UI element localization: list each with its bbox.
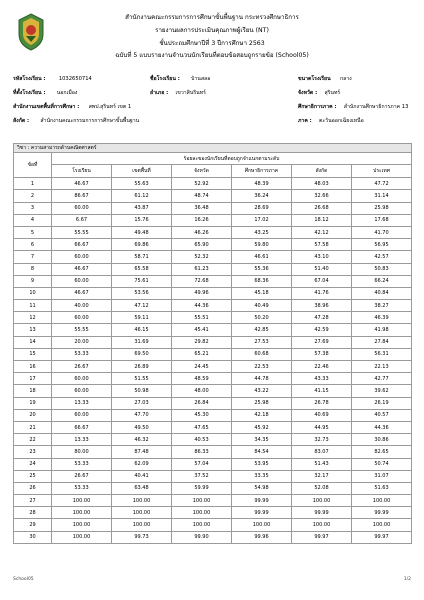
percent-cell: 75.61: [112, 275, 172, 287]
location-label: ที่ตั้งโรงเรียน :: [13, 90, 46, 96]
item-number-cell: 30: [14, 531, 52, 543]
percent-cell: 65.58: [112, 263, 172, 275]
percent-cell: 49.96: [172, 287, 232, 299]
percent-cell: 53.56: [112, 287, 172, 299]
school-name-row: [150, 76, 210, 83]
percent-cell: 46.26: [172, 226, 232, 238]
percent-cell: 56.95: [352, 239, 412, 251]
area-office-row: [13, 104, 131, 111]
percent-cell: 40.49: [232, 300, 292, 312]
percent-cell: 55.36: [232, 263, 292, 275]
percent-cell: 40.84: [352, 287, 412, 299]
percent-cell: 100.00: [52, 507, 112, 519]
percent-cell: 16.26: [172, 214, 232, 226]
affiliation-label: สังกัด :: [13, 118, 30, 124]
percent-cell: 99.97: [352, 531, 412, 543]
percent-cell: 43.87: [112, 202, 172, 214]
region-office-label: ศึกษาธิการภาค :: [298, 104, 337, 110]
percent-cell: 100.00: [112, 495, 172, 507]
footer-report-code: School05: [13, 577, 34, 582]
table-row: [14, 324, 412, 336]
percent-cell: 48.03: [292, 178, 352, 190]
percent-cell: 55.63: [112, 178, 172, 190]
percent-cell: 56.31: [352, 348, 412, 360]
table-row: [14, 470, 412, 482]
percent-cell: 55.55: [52, 226, 112, 238]
table-row: [14, 507, 412, 519]
percent-cell: 32.17: [292, 470, 352, 482]
column-header: เขตพื้นที่: [112, 165, 172, 178]
percent-cell: 40.57: [352, 409, 412, 421]
percent-cell: 26.67: [52, 361, 112, 373]
report-subtitle: ฉบับที่ 5 แบบรายงานจำนวนนักเรียนที่ตอบข้อสอบถูกรายข้อ (School05): [115, 52, 309, 59]
footer-page-number: 1/2: [403, 577, 411, 582]
percent-cell: 54.98: [232, 482, 292, 494]
percent-cell: 26.78: [292, 397, 352, 409]
percent-cell: 63.48: [112, 482, 172, 494]
percent-cell: 53.33: [52, 348, 112, 360]
area-office-label: สำนักงานเขตพื้นที่การศึกษา :: [13, 104, 80, 110]
table-row: [14, 458, 412, 470]
percent-cell: 62.09: [112, 458, 172, 470]
percent-cell: 80.00: [52, 446, 112, 458]
table-row: [14, 446, 412, 458]
item-number-cell: 16: [14, 361, 52, 373]
percent-cell: 13.33: [52, 397, 112, 409]
percent-cell: 69.86: [112, 239, 172, 251]
percent-cell: 48.00: [172, 385, 232, 397]
percent-cell: 60.00: [52, 275, 112, 287]
percent-cell: 31.07: [352, 470, 412, 482]
percent-cell: 100.00: [292, 519, 352, 531]
item-number-cell: 5: [14, 226, 52, 238]
item-number-cell: 26: [14, 482, 52, 494]
percent-cell: 44.78: [232, 373, 292, 385]
percent-cell: 36.24: [232, 190, 292, 202]
percent-cell: 100.00: [112, 519, 172, 531]
item-number-cell: 9: [14, 275, 52, 287]
subject-label: วิชา : ความสามารถด้านคณิตศาสตร์: [14, 144, 412, 153]
region-label: ภาค :: [298, 118, 312, 124]
region-office-value: สำนักงานศึกษาธิการภาค 13: [343, 104, 409, 110]
table-row: [14, 361, 412, 373]
school-code-label: รหัสโรงเรียน :: [13, 76, 46, 82]
percent-cell: 44.36: [172, 300, 232, 312]
percent-cell: 50.74: [352, 458, 412, 470]
percent-cell: 87.48: [112, 446, 172, 458]
item-number-cell: 6: [14, 239, 52, 251]
school-name-label: ชื่อโรงเรียน :: [150, 76, 180, 82]
percent-cell: 50.20: [232, 312, 292, 324]
percent-cell: 50.83: [352, 263, 412, 275]
percent-cell: 55.51: [172, 312, 232, 324]
item-number-cell: 3: [14, 202, 52, 214]
percent-cell: 51.40: [292, 263, 352, 275]
affiliation-value: สำนักงานคณะกรรมการการศึกษาขั้นพื้นฐาน: [40, 118, 140, 124]
item-number-cell: 4: [14, 214, 52, 226]
percent-cell: 31.69: [112, 336, 172, 348]
item-number-cell: 20: [14, 409, 52, 421]
percent-cell: 13.33: [52, 434, 112, 446]
percent-cell: 53.33: [52, 458, 112, 470]
percent-cell: 27.53: [232, 336, 292, 348]
percent-cell: 42.85: [232, 324, 292, 336]
percent-cell: 41.98: [352, 324, 412, 336]
percent-cell: 58.71: [112, 251, 172, 263]
percent-cell: 52.08: [292, 482, 352, 494]
item-number-cell: 29: [14, 519, 52, 531]
table-row: [14, 519, 412, 531]
table-row: [14, 214, 412, 226]
percent-cell: 47.72: [352, 178, 412, 190]
item-number-cell: 22: [14, 434, 52, 446]
percent-cell: 86.67: [52, 190, 112, 202]
table-row: [14, 531, 412, 543]
percent-cell: 99.96: [232, 531, 292, 543]
percent-cell: 43.25: [232, 226, 292, 238]
percent-cell: 51.55: [112, 373, 172, 385]
table-row: [14, 397, 412, 409]
percent-cell: 26.89: [112, 361, 172, 373]
grade-year: ชั้นประถมศึกษาปีที่ 3 ปีการศึกษา 2563: [159, 40, 265, 47]
item-number-cell: 13: [14, 324, 52, 336]
percent-cell: 39.62: [352, 385, 412, 397]
percent-cell: 48.39: [232, 178, 292, 190]
percent-cell: 50.98: [112, 385, 172, 397]
percent-cell: 41.15: [292, 385, 352, 397]
percent-cell: 100.00: [172, 507, 232, 519]
table-row: [14, 263, 412, 275]
percent-cell: 48.74: [172, 190, 232, 202]
percent-cell: 66.67: [52, 239, 112, 251]
percent-cell: 27.69: [292, 336, 352, 348]
school-code-value: 1032650714: [58, 76, 92, 82]
percent-cell: 25.98: [232, 397, 292, 409]
percent-cell: 38.27: [352, 300, 412, 312]
percent-cell: 51.43: [292, 458, 352, 470]
percent-cell: 61.12: [112, 190, 172, 202]
region-office-row: [298, 104, 408, 111]
percent-cell: 99.90: [172, 531, 232, 543]
item-number-cell: 18: [14, 385, 52, 397]
percent-cell: 100.00: [52, 531, 112, 543]
column-header: ประเทศ: [352, 165, 412, 178]
percent-cell: 43.22: [232, 385, 292, 397]
district-label: อำเภอ :: [150, 90, 169, 96]
district-row: [150, 90, 206, 97]
percent-cell: 65.90: [172, 239, 232, 251]
column-header: จังหวัด: [172, 165, 232, 178]
percent-cell: 53.95: [232, 458, 292, 470]
percent-cell: 60.00: [52, 251, 112, 263]
table-row: [14, 312, 412, 324]
percent-cell: 29.82: [172, 336, 232, 348]
school-size-row: [298, 76, 352, 83]
table-row: [14, 202, 412, 214]
item-number-cell: 7: [14, 251, 52, 263]
percent-cell: 100.00: [52, 519, 112, 531]
percent-cell: 55.55: [52, 324, 112, 336]
percent-cell: 82.65: [352, 446, 412, 458]
percent-cell: 27.84: [352, 336, 412, 348]
percent-cell: 83.07: [292, 446, 352, 458]
percent-cell: 61.23: [172, 263, 232, 275]
table-row: [14, 348, 412, 360]
percent-cell: 100.00: [172, 519, 232, 531]
percent-cell: 52.92: [172, 178, 232, 190]
table-row: [14, 373, 412, 385]
table-row: [14, 482, 412, 494]
results-table: [13, 143, 412, 544]
percent-cell: 26.67: [52, 470, 112, 482]
region-row: [298, 118, 364, 125]
table-row: [14, 287, 412, 299]
org-title: สำนักงานคณะกรรมการการศึกษาขั้นพื้นฐาน กระทรวงศึกษาธิการ: [125, 14, 299, 21]
location-row: [13, 90, 77, 97]
percent-cell: 72.68: [172, 275, 232, 287]
percent-cell: 41.70: [352, 226, 412, 238]
column-header: โรงเรียน: [52, 165, 112, 178]
percent-cell: 46.67: [52, 287, 112, 299]
percent-cell: 30.86: [352, 434, 412, 446]
percent-cell: 46.32: [112, 434, 172, 446]
column-header: ศึกษาธิการภาค: [232, 165, 292, 178]
percent-cell: 26.19: [352, 397, 412, 409]
table-row: [14, 251, 412, 263]
percent-cell: 17.68: [352, 214, 412, 226]
percent-correct-group-header: ร้อยละของนักเรียนที่ตอบถูกจำแนกตามระดับ: [52, 153, 412, 165]
percent-cell: 22.53: [232, 361, 292, 373]
item-number-cell: 25: [14, 470, 52, 482]
percent-cell: 60.00: [52, 409, 112, 421]
percent-cell: 57.38: [292, 348, 352, 360]
percent-cell: 100.00: [172, 495, 232, 507]
percent-cell: 100.00: [292, 495, 352, 507]
area-office-value: สพป.สุรินทร์ เขต 1: [88, 104, 132, 110]
item-number-cell: 15: [14, 348, 52, 360]
percent-cell: 36.48: [172, 202, 232, 214]
percent-cell: 40.53: [172, 434, 232, 446]
item-number-cell: 27: [14, 495, 52, 507]
percent-cell: 59.80: [232, 239, 292, 251]
percent-cell: 47.65: [172, 421, 232, 433]
percent-cell: 40.41: [112, 470, 172, 482]
school-size-value: กลาง: [339, 76, 352, 82]
percent-cell: 67.04: [292, 275, 352, 287]
table-row: [14, 275, 412, 287]
item-number-cell: 21: [14, 421, 52, 433]
item-number-cell: 24: [14, 458, 52, 470]
percent-cell: 24.45: [172, 361, 232, 373]
percent-cell: 59.99: [172, 482, 232, 494]
table-row: [14, 495, 412, 507]
percent-cell: 47.28: [292, 312, 352, 324]
school-name-value: บ้านสลอ: [191, 76, 211, 82]
percent-cell: 51.63: [352, 482, 412, 494]
province-label: จังหวัด :: [298, 90, 318, 96]
district-value: เขวาสินรินทร์: [175, 90, 206, 96]
percent-cell: 57.04: [172, 458, 232, 470]
percent-cell: 46.15: [112, 324, 172, 336]
percent-cell: 99.97: [292, 531, 352, 543]
percent-cell: 25.98: [352, 202, 412, 214]
percent-cell: 26.84: [172, 397, 232, 409]
percent-cell: 84.54: [232, 446, 292, 458]
percent-cell: 47.70: [112, 409, 172, 421]
percent-cell: 66.24: [352, 275, 412, 287]
percent-cell: 38.96: [292, 300, 352, 312]
percent-cell: 40.69: [292, 409, 352, 421]
percent-cell: 100.00: [52, 495, 112, 507]
percent-cell: 20.00: [52, 336, 112, 348]
percent-cell: 6.67: [52, 214, 112, 226]
percent-cell: 22.46: [292, 361, 352, 373]
item-number-cell: 11: [14, 300, 52, 312]
location-value: นอกเมือง: [56, 90, 78, 96]
percent-cell: 66.67: [52, 421, 112, 433]
percent-cell: 34.35: [232, 434, 292, 446]
percent-cell: 47.12: [112, 300, 172, 312]
percent-cell: 45.92: [232, 421, 292, 433]
results-table-container: [13, 143, 411, 544]
percent-cell: 60.00: [52, 373, 112, 385]
item-number-cell: 12: [14, 312, 52, 324]
percent-cell: 41.76: [292, 287, 352, 299]
item-number-header: ข้อที่: [14, 153, 52, 178]
percent-cell: 65.21: [172, 348, 232, 360]
item-number-cell: 1: [14, 178, 52, 190]
item-number-cell: 19: [14, 397, 52, 409]
percent-cell: 68.36: [232, 275, 292, 287]
percent-cell: 26.68: [292, 202, 352, 214]
percent-cell: 99.99: [292, 507, 352, 519]
percent-cell: 45.30: [172, 409, 232, 421]
region-value: ตะวันออกเฉียงเหนือ: [319, 118, 364, 124]
percent-cell: 42.57: [352, 251, 412, 263]
item-number-cell: 10: [14, 287, 52, 299]
percent-cell: 37.52: [172, 470, 232, 482]
percent-cell: 46.67: [52, 263, 112, 275]
table-row: [14, 239, 412, 251]
item-number-cell: 8: [14, 263, 52, 275]
percent-cell: 99.99: [352, 507, 412, 519]
table-row: [14, 190, 412, 202]
percent-cell: 15.76: [112, 214, 172, 226]
percent-cell: 22.13: [352, 361, 412, 373]
percent-cell: 99.99: [232, 495, 292, 507]
table-row: [14, 385, 412, 397]
percent-cell: 42.77: [352, 373, 412, 385]
percent-cell: 99.73: [112, 531, 172, 543]
percent-cell: 59.11: [112, 312, 172, 324]
report-title: รายงานผลการประเมินคุณภาพผู้เรียน (NT): [155, 27, 269, 34]
affiliation-row: [13, 118, 139, 125]
percent-cell: 28.69: [232, 202, 292, 214]
percent-cell: 40.00: [52, 300, 112, 312]
percent-cell: 46.61: [232, 251, 292, 263]
percent-cell: 27.03: [112, 397, 172, 409]
percent-cell: 100.00: [352, 519, 412, 531]
percent-cell: 100.00: [352, 495, 412, 507]
item-number-cell: 14: [14, 336, 52, 348]
percent-cell: 48.59: [172, 373, 232, 385]
percent-cell: 46.67: [52, 178, 112, 190]
table-row: [14, 336, 412, 348]
table-row: [14, 226, 412, 238]
percent-cell: 18.12: [292, 214, 352, 226]
percent-cell: 46.39: [352, 312, 412, 324]
percent-cell: 45.18: [232, 287, 292, 299]
percent-cell: 86.33: [172, 446, 232, 458]
percent-cell: 43.33: [292, 373, 352, 385]
percent-cell: 42.18: [232, 409, 292, 421]
school-code-row: [13, 76, 92, 83]
table-row: [14, 178, 412, 190]
item-number-cell: 23: [14, 446, 52, 458]
school-size-label: ขนาดโรงเรียน: [298, 76, 331, 82]
percent-cell: 43.10: [292, 251, 352, 263]
percent-cell: 60.00: [52, 202, 112, 214]
percent-cell: 42.12: [292, 226, 352, 238]
table-row: [14, 434, 412, 446]
percent-cell: 60.00: [52, 312, 112, 324]
percent-cell: 49.50: [112, 421, 172, 433]
percent-cell: 100.00: [232, 519, 292, 531]
percent-cell: 53.33: [52, 482, 112, 494]
item-number-cell: 17: [14, 373, 52, 385]
percent-cell: 45.41: [172, 324, 232, 336]
percent-cell: 99.99: [232, 507, 292, 519]
percent-cell: 32.73: [292, 434, 352, 446]
percent-cell: 44.95: [292, 421, 352, 433]
percent-cell: 44.36: [352, 421, 412, 433]
table-row: [14, 409, 412, 421]
percent-cell: 49.48: [112, 226, 172, 238]
percent-cell: 52.32: [172, 251, 232, 263]
percent-cell: 69.50: [112, 348, 172, 360]
column-header: สังกัด: [292, 165, 352, 178]
percent-cell: 60.68: [232, 348, 292, 360]
item-number-cell: 28: [14, 507, 52, 519]
table-row: [14, 300, 412, 312]
province-value: สุรินทร์: [324, 90, 341, 96]
table-row: [14, 421, 412, 433]
percent-cell: 60.00: [52, 385, 112, 397]
item-number-cell: 2: [14, 190, 52, 202]
percent-cell: 31.14: [352, 190, 412, 202]
percent-cell: 100.00: [112, 507, 172, 519]
percent-cell: 17.02: [232, 214, 292, 226]
percent-cell: 32.66: [292, 190, 352, 202]
percent-cell: 57.58: [292, 239, 352, 251]
province-row: [298, 90, 340, 97]
percent-cell: 42.59: [292, 324, 352, 336]
percent-cell: 33.35: [232, 470, 292, 482]
